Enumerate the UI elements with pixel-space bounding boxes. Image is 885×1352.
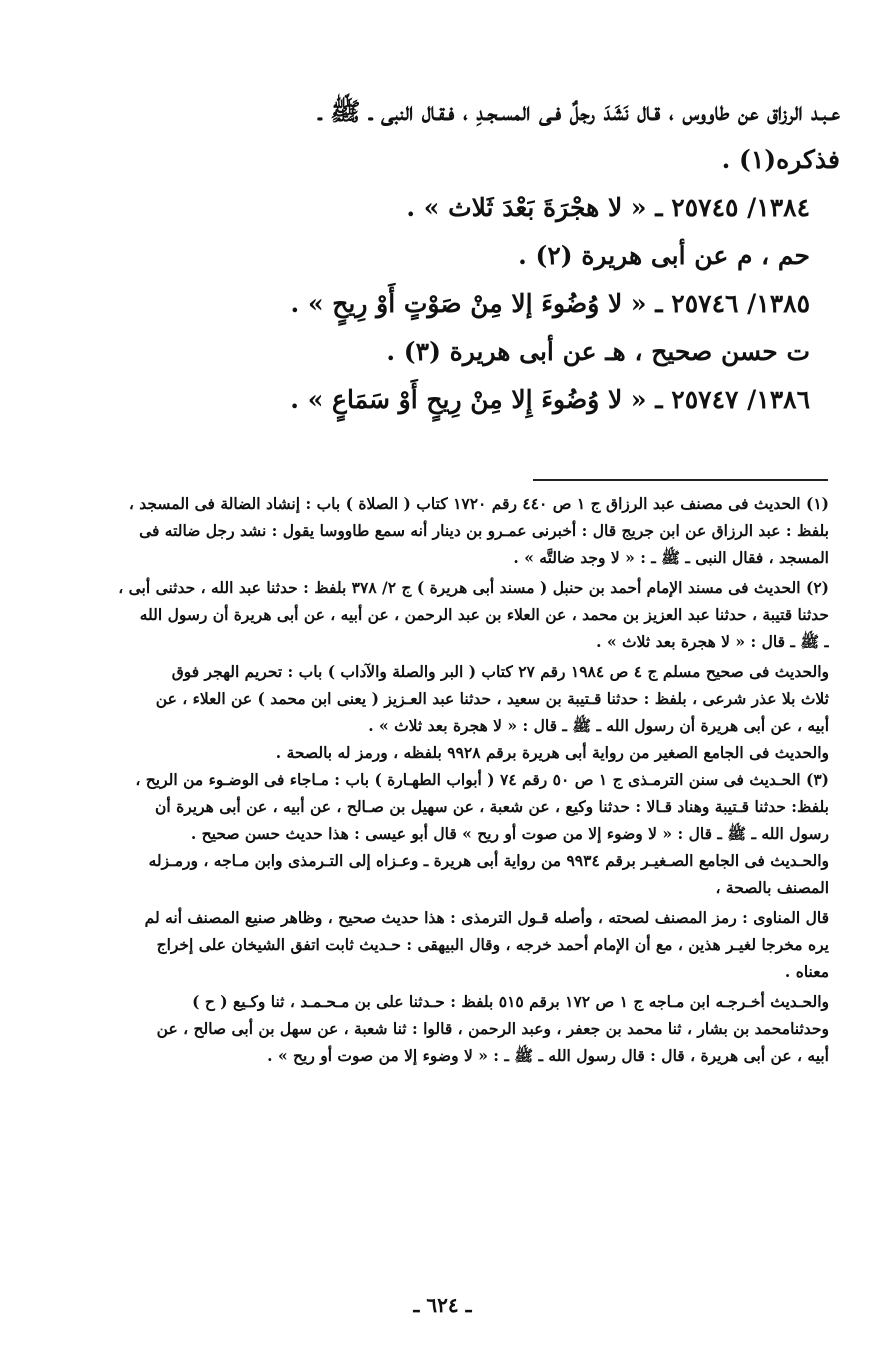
footnote-line: ثلاث بلا عذر شرعى ، بلفظ : حدثنا قـتيبة بن سعيد ، حدثنا عبد العـزيز ( يعنى ابن محمد ) عن العلاء ، عن <box>155 689 829 708</box>
hadith-entry: ١٣٨٤/ ٢٥٧٤٥ ـ « لا هجْرَةَ بَعْدَ ثَلاث » . <box>406 193 810 222</box>
footnote-line: (١) الحديث فى مصنف عبد الرزاق ج ١ ص ٤٤٠ رقم ١٧٢٠ كتاب ( الصلاة ) باب : إنشاد الضالة فى المسجد ، <box>128 494 829 513</box>
footnote-line: ـ ﷺ ـ قال : « لا هجرة بعد ثلاث » . <box>596 632 829 651</box>
main-line: عـبـد الرزاق عن طاووس ، قـال نَشَدَ رجلٌ فـى المسـجـدِ ، فـقـال النبى ـ ﷺ ـ <box>318 97 840 126</box>
footnote-line: وحدثنامحمد بن بشار ، ثنا محمد بن جعفر ، وعبد الرحمن ، قالوا : ثنا شعبة ، عن سهل بن أبى صالح ، عن <box>156 1019 829 1038</box>
footnote-line: والحديث فى صحيح مسلم ج ٤ ص ١٩٨٤ رقم ٢٧ كتاب ( البر والصلة والآداب ) باب : تحريم الهجر فوق <box>171 662 829 681</box>
page-number: ـ ٦٢٤ ـ <box>413 1293 472 1317</box>
footnote-line: رسول الله ـ ﷺ ـ قال : « لا وضوء إلا من صوت أو ريح » قال أبو عيسى : هذا حديث حسن صحيح . <box>190 824 829 843</box>
footnote-line: يره مخرجا لغيـر هذين ، مع أن الإمام أحمد خرجه ، وقال البيهقى : حـديث ثابت اتفق الشيخان على إخراج <box>156 935 829 954</box>
footnote-line: والحـديث فى الجامع الصـغيـر برقم ٩٩٣٤ من رواية أبى هريرة ـ وعـزاه إلى التـرمذى وابن مـاجه ، ورمـزله <box>148 851 829 870</box>
hadith-source: ت حسن صحيح ، هـ عن أبى هريرة (٣) . <box>386 337 810 366</box>
footnote-separator <box>533 479 828 481</box>
footnote-line: بلفظ : عبد الرزاق عن ابن جريج قال : أخبرنى عمـرو بن دينار أنه سمع طاووسا يقول : نشد رجل ضالته فى <box>139 521 829 540</box>
hadith-entry: ١٣٨٦/ ٢٥٧٤٧ ـ « لا وُضُوءَ إِلا مِنْ رِيحٍ أَوْ سَمَاعٍ » . <box>290 385 810 414</box>
footnote-line: المسجد ، فقال النبى ـ ﷺ ـ : « لا وجد ضالتَّه » . <box>513 548 829 567</box>
footnote-line: والحـديث أخـرجـه ابن مـاجه ج ١ ص ١٧٢ برقم ٥١٥ بلفظ : حـدثنا على بن مـحـمـد ، ثنا وكـيع ( ح ) <box>192 992 829 1011</box>
footnotes <box>50 490 829 1069</box>
footnote-line: قال المناوى : رمز المصنف لصحته ، وأصله قـول الترمذى : هذا حديث صحيح ، وظاهر صنيع المصنف أنه لم <box>144 908 829 927</box>
footnote-line: (٢) الحديث فى مسند الإمام أحمد بن حنبل ( مسند أبى هريرة ) ج ٢/ ٣٧٨ بلفظ : حدثنا عبد الله ، حدثنى أبى ، <box>118 578 829 597</box>
footnote-line: حدثنا قتيبة ، حدثنا عبد العزيز بن محمد ، عن العلاء بن عبد الرحمن ، عن أبيه ، عن أبى هريرة أن رسول الله <box>139 605 829 624</box>
footnote-line: أبيه ، عن أبى هريرة ، قال : قال رسول الله ـ ﷺ ـ : « لا وضوء إلا من صوت أو ريح » . <box>267 1046 829 1065</box>
footnote-line: أبيه ، عن أبى هريرة أن رسول الله ـ ﷺ ـ قال : « لا هجرة بعد ثلاث » . <box>368 716 829 735</box>
hadith-source: حم ، م عن أبى هريرة (٢) . <box>518 241 810 270</box>
footnote-line: المصنف بالصحة ، <box>715 878 829 897</box>
footnote-line: معناه . <box>784 962 829 981</box>
footnote-line: والحديث فى الجامع الصغير من رواية أبى هريرة برقم ٩٩٢٨ بلفظه ، ورمز له بالصحة . <box>275 743 829 762</box>
footnote-line: (٣) الحـديث فى سنن الترمـذى ج ١ ص ٥٠ رقم ٧٤ ( أبواب الطهـارة ) باب : مـاجاء فى الوضـوء من الريح ، <box>135 770 829 789</box>
main-text <box>45 88 840 424</box>
footnote-line: بلفظ: حدثنا قـتيبة وهناد قـالا : حدثنا وكيع ، عن شعبة ، عن سهيل بن صـالح ، عن أبيه ، عن أبى هريرة أن <box>155 797 829 816</box>
hadith-entry: ١٣٨٥/ ٢٥٧٤٦ ـ « لا وُضُوءَ إلا مِنْ صَوْتٍ أَوْ رِيحٍ » . <box>290 289 810 318</box>
main-line: فذكره(١) . <box>721 145 840 174</box>
